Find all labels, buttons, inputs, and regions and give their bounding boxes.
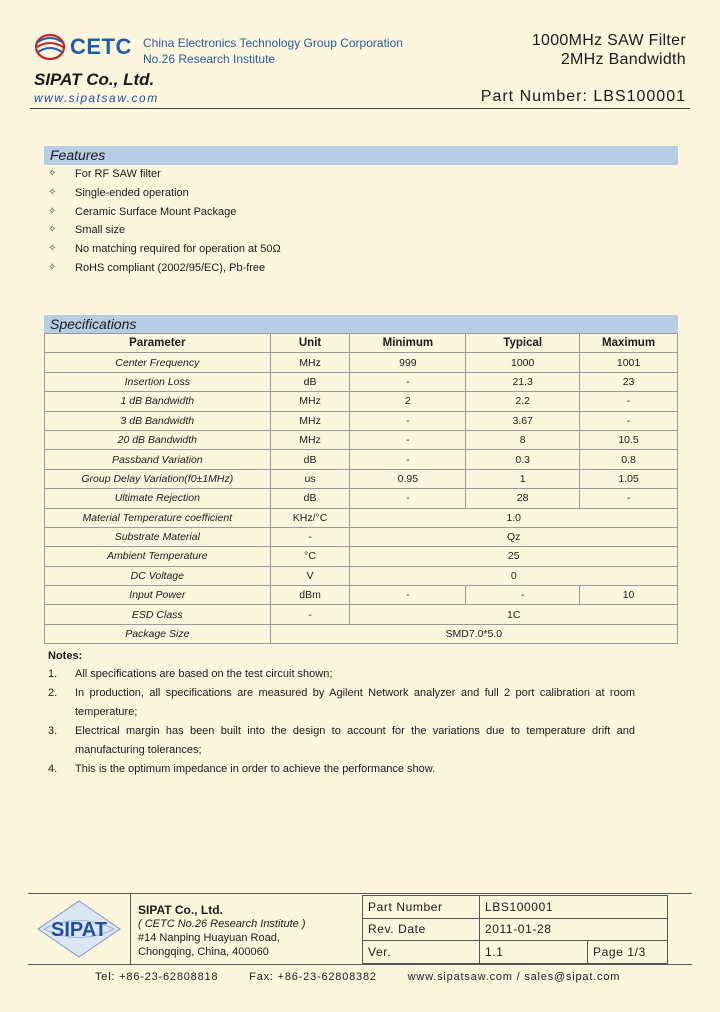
- value-cell: 999: [350, 353, 466, 372]
- value-cell: -: [580, 392, 678, 411]
- value-cell: Qz: [350, 527, 678, 546]
- value-cell: -: [580, 489, 678, 508]
- value-cell: 8: [466, 430, 580, 449]
- feature-text: Ceramic Surface Mount Package: [75, 205, 237, 218]
- column-header: Typical: [466, 334, 580, 353]
- page-indicator: Page 1/3: [588, 941, 668, 964]
- parameter-cell: ESD Class: [45, 605, 271, 624]
- note-item: [48, 684, 648, 722]
- value-cell: MHz: [270, 392, 350, 411]
- value-cell: 0.95: [350, 469, 466, 488]
- column-header: Minimum: [350, 334, 466, 353]
- table-row: [45, 372, 678, 391]
- value-cell: 21.3: [466, 372, 580, 391]
- table-row: Ver. 1.1 Page 1/3: [363, 941, 668, 964]
- value-cell: dB: [270, 489, 350, 508]
- value-cell: 23: [580, 372, 678, 391]
- note-number: 4.: [48, 763, 58, 775]
- diamond-bullet-icon: ✧: [48, 243, 57, 255]
- table-row: [45, 547, 678, 566]
- notes-title: Notes:: [48, 650, 83, 662]
- note-text: Electrical margin has been built into the design to account for the variations due to temperature drift and manufacturing tolerances;: [75, 725, 635, 756]
- footer-contact: Tel: +86-23-62808818 Fax: +86-23-62808382 www.sipatsaw.com / sales@sipat.com: [95, 971, 621, 983]
- note-item: [48, 665, 648, 684]
- table-row: [45, 586, 678, 605]
- parameter-cell: Input Power: [45, 586, 271, 605]
- feature-item: [48, 259, 668, 278]
- parameter-cell: Center Frequency: [45, 353, 271, 372]
- note-text: All specifications are based on the test circuit shown;: [75, 668, 333, 680]
- feature-item: [48, 221, 668, 240]
- value-cell: °C: [270, 547, 350, 566]
- parameter-cell: Group Delay Variation(f0±1MHz): [45, 469, 271, 488]
- value-cell: 1001: [580, 353, 678, 372]
- value-cell: 10: [580, 586, 678, 605]
- value-cell: us: [270, 469, 350, 488]
- corporation-name: China Electronics Technology Group Corporation No.26 Research Institute: [143, 36, 403, 66]
- table-row: [45, 605, 678, 624]
- value-cell: 2: [350, 392, 466, 411]
- value-cell: dB: [270, 372, 350, 391]
- value-cell: 10.5: [580, 430, 678, 449]
- specifications-heading: Specifications: [44, 315, 678, 334]
- table-row: [45, 508, 678, 527]
- diamond-bullet-icon: ✧: [48, 168, 57, 179]
- parameter-cell: Package Size: [45, 624, 271, 643]
- note-item: [48, 722, 648, 760]
- value-cell: MHz: [270, 353, 350, 372]
- value-cell: 3.67: [466, 411, 580, 430]
- table-row: [45, 392, 678, 411]
- diamond-bullet-icon: ✧: [48, 224, 57, 236]
- feature-text: Single-ended operation: [75, 186, 189, 199]
- value-cell: 1.05: [580, 469, 678, 488]
- note-number: 2.: [48, 687, 58, 699]
- footer-bottom-divider: [28, 964, 692, 965]
- table-row: [45, 527, 678, 546]
- parameter-cell: 3 dB Bandwidth: [45, 411, 271, 430]
- value-cell: KHz/°C: [270, 508, 350, 527]
- table-row: [45, 624, 678, 643]
- parameter-cell: Insertion Loss: [45, 372, 271, 391]
- value-cell: 1000: [466, 353, 580, 372]
- parameter-cell: 20 dB Bandwidth: [45, 430, 271, 449]
- table-row: Rev. Date 2011-01-28: [363, 918, 668, 941]
- value-cell: 1C: [350, 605, 678, 624]
- note-text: This is the optimum impedance in order to achieve the performance show.: [75, 763, 436, 775]
- cetc-logo-text: CETC: [70, 34, 132, 59]
- feature-item: [48, 240, 668, 259]
- parameter-cell: Ambient Temperature: [45, 547, 271, 566]
- parameter-cell: Ultimate Rejection: [45, 489, 271, 508]
- value-cell: V: [270, 566, 350, 585]
- value-cell: 25: [350, 547, 678, 566]
- features-list: [48, 165, 668, 278]
- note-text: In production, all specifications are measured by Agilent Network analyzer and full 2 port calibration at room temperature;: [75, 687, 635, 718]
- value-cell: 1: [466, 469, 580, 488]
- value-cell: 0.3: [466, 450, 580, 469]
- company-name: SIPAT Co., Ltd.: [34, 70, 155, 89]
- value-cell: -: [350, 489, 466, 508]
- company-url[interactable]: www.sipatsaw.com: [34, 91, 159, 105]
- table-header-row: [45, 334, 678, 353]
- parameter-cell: DC Voltage: [45, 566, 271, 585]
- value-cell: 28: [466, 489, 580, 508]
- table-row: Part Number LBS100001: [363, 896, 668, 919]
- parameter-cell: Substrate Material: [45, 527, 271, 546]
- feature-text: For RF SAW filter: [75, 168, 161, 180]
- value-cell: 2.2: [466, 392, 580, 411]
- note-number: 3.: [48, 725, 58, 737]
- value-cell: -: [270, 605, 350, 624]
- value-cell: -: [466, 586, 580, 605]
- feature-text: RoHS compliant (2002/95/EC), Pb-free: [75, 261, 266, 274]
- value-cell: 1.0: [350, 508, 678, 527]
- specifications-table: [44, 333, 678, 644]
- column-header: Unit: [270, 334, 350, 353]
- part-number: Part Number: LBS100001: [480, 88, 686, 105]
- footer-top-divider: [28, 893, 692, 894]
- table-row: [45, 489, 678, 508]
- table-row: [45, 353, 678, 372]
- diamond-bullet-icon: ✧: [48, 186, 57, 198]
- value-cell: -: [270, 527, 350, 546]
- footer-address: SIPAT Co., Ltd. ( CETC No.26 Research Institute ) #14 Nanping Huayuan Road, Chongqing, China, 400060: [138, 903, 306, 958]
- diamond-bullet-icon: ✧: [48, 261, 57, 273]
- value-cell: -: [350, 372, 466, 391]
- value-cell: -: [350, 586, 466, 605]
- note-item: [48, 760, 648, 779]
- document-info-table: [362, 895, 668, 964]
- value-cell: 0.8: [580, 450, 678, 469]
- note-number: 1.: [48, 668, 58, 680]
- product-title: 1000MHz SAW Filter 2MHz Bandwidth: [531, 32, 686, 68]
- value-cell: MHz: [270, 430, 350, 449]
- column-header: Parameter: [45, 334, 271, 353]
- feature-item: [48, 203, 668, 222]
- table-row: [45, 411, 678, 430]
- value-cell: -: [350, 430, 466, 449]
- value-cell: -: [350, 450, 466, 469]
- table-row: [45, 430, 678, 449]
- sipat-logo-icon: [34, 898, 124, 960]
- value-cell: MHz: [270, 411, 350, 430]
- value-cell: -: [350, 411, 466, 430]
- value-cell: dBm: [270, 586, 350, 605]
- diamond-bullet-icon: ✧: [48, 205, 57, 217]
- value-cell: -: [580, 411, 678, 430]
- feature-text: Small size: [75, 224, 126, 237]
- header-divider: [30, 108, 690, 109]
- column-header: Maximum: [580, 334, 678, 353]
- table-row: [45, 566, 678, 585]
- table-row: [45, 469, 678, 488]
- parameter-cell: Material Temperature coefficient: [45, 508, 271, 527]
- features-heading: Features: [44, 146, 678, 165]
- feature-item: [48, 184, 668, 203]
- parameter-cell: 1 dB Bandwidth: [45, 392, 271, 411]
- value-cell: 0: [350, 566, 678, 585]
- feature-text: No matching required for operation at 50Ω: [75, 243, 281, 256]
- value-cell: dB: [270, 450, 350, 469]
- table-row: [45, 450, 678, 469]
- feature-item: [48, 165, 668, 184]
- sipat-logo-text: SIPAT: [51, 919, 107, 941]
- notes-section: [48, 648, 648, 779]
- parameter-cell: Passband Variation: [45, 450, 271, 469]
- footer-vertical-divider: [130, 894, 131, 964]
- value-cell: SMD7.0*5.0: [270, 624, 677, 643]
